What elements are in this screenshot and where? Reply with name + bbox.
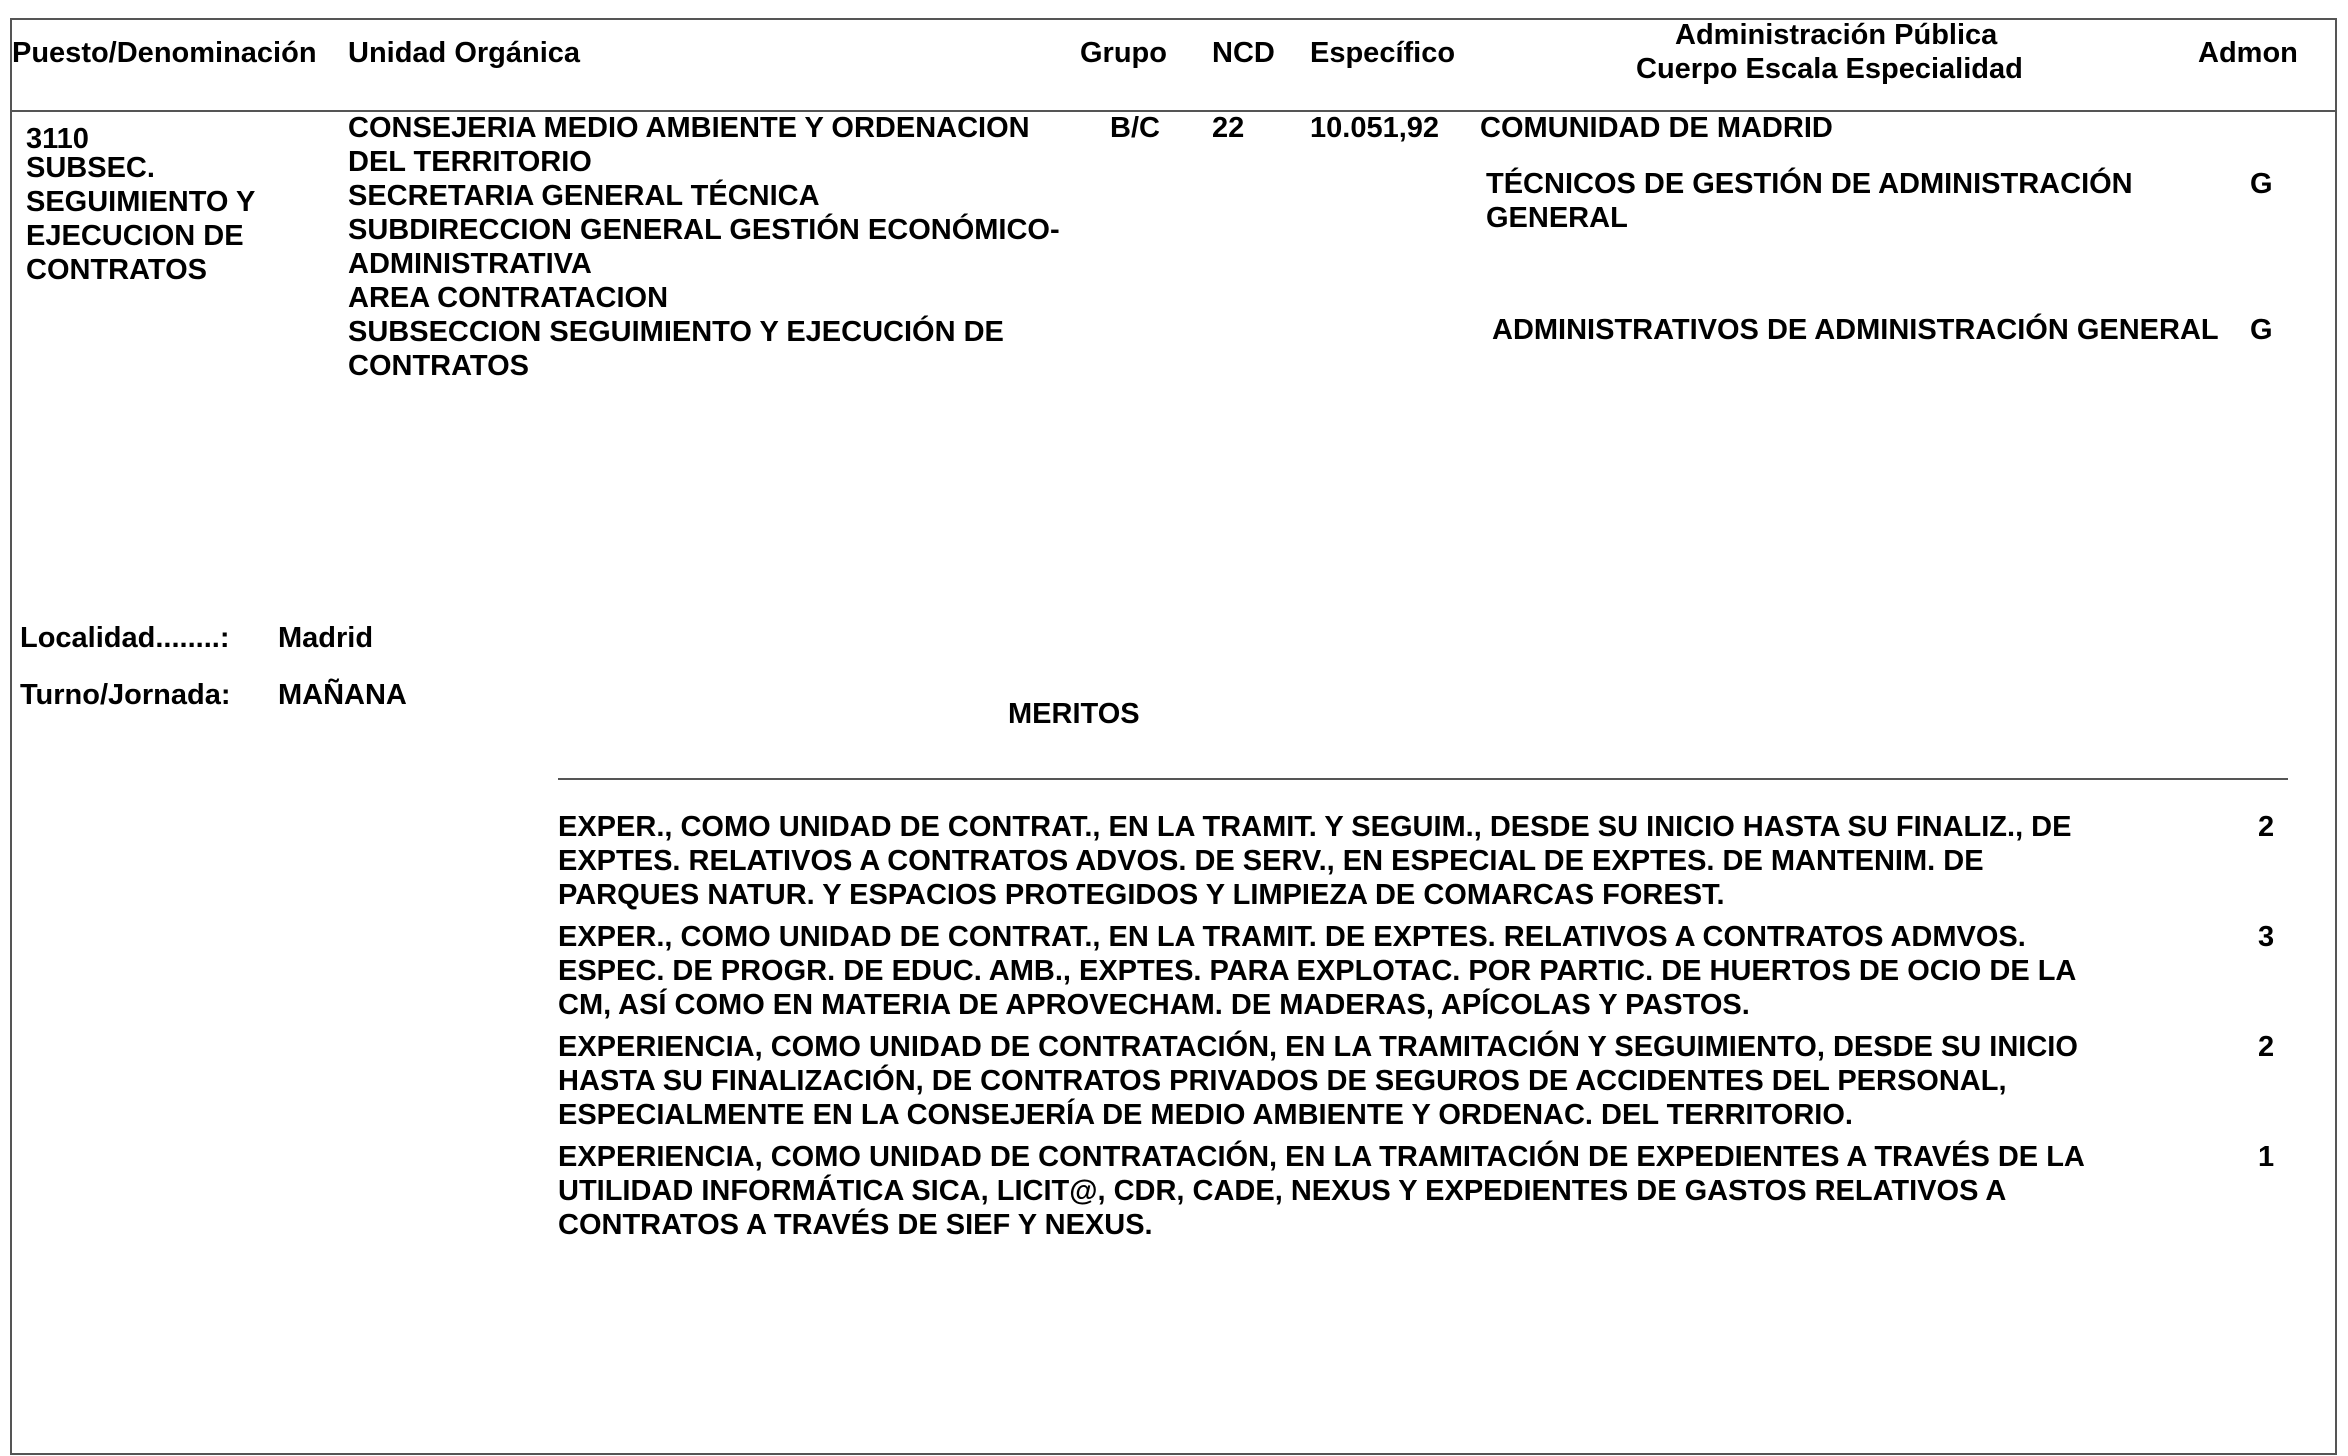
localidad-label: Localidad........: <box>20 622 230 654</box>
meritos-title: MERITOS <box>1008 698 1140 730</box>
turno-label: Turno/Jornada: <box>20 679 231 711</box>
header-puesto: Puesto/Denominación <box>12 37 317 69</box>
record-grupo: B/C <box>1110 112 1160 144</box>
record-code: 3110 <box>26 123 89 155</box>
record-especifico: 10.051,92 <box>1310 112 1440 144</box>
merit-points: 2 <box>2258 811 2275 843</box>
turno-value: MAÑANA <box>278 679 407 711</box>
merit-text: EXPERIENCIA, COMO UNIDAD DE CONTRATACIÓN, EN LA TRAMITACIÓN DE EXPEDIENTES A TRAVÉS DE LA UTILIDAD INFORMÁTICA SICA, LICIT@, CDR, CADE, NEXUS Y EXPEDIENTES DE GASTOS RELATIVOS A CONTRATOS A TRAVÉS DE SIEF Y NEXUS. <box>558 1141 2085 1241</box>
cuerpo-admon: G <box>2250 314 2273 346</box>
merit-text: EXPER., COMO UNIDAD DE CONTRAT., EN LA TRAMIT. Y SEGUIM., DESDE SU INICIO HASTA SU FINALIZ., DE EXPTES. RELATIVOS A CONTRATOS ADVOS. DE SERV., EN ESPECIAL DE EXPTES. DE MANTENIM. DE PARQUES NATUR. Y ESPACIOS PROTEGIDOS Y LIMPIEZA DE COMARCAS FOREST. <box>558 811 2072 911</box>
record-denominacion: SUBSEC. SEGUIMIENTO Y EJECUCION DE CONTRATOS <box>26 152 256 286</box>
header-admon: Admon <box>2198 37 2298 69</box>
record-administracion: COMUNIDAD DE MADRID <box>1480 112 1833 144</box>
meritos-divider <box>558 778 2288 780</box>
merit-points: 2 <box>2258 1031 2275 1063</box>
localidad-value: Madrid <box>278 622 374 654</box>
header-admin-line1: Administración Pública <box>1675 19 1998 51</box>
cuerpo-admon: G <box>2250 168 2273 200</box>
merit-text: EXPERIENCIA, COMO UNIDAD DE CONTRATACIÓN, EN LA TRAMITACIÓN Y SEGUIMIENTO, DESDE SU INICIO HASTA SU FINALIZACIÓN, DE CONTRATOS PRIVADOS DE SEGUROS DE ACCIDENTES DEL PERSONAL, ESPECIALMENTE EN LA CONSEJERÍA DE MEDIO AMBIENTE Y ORDENAC. DEL TERRITORIO. <box>558 1031 2078 1131</box>
cuerpo-name: TÉCNICOS DE GESTIÓN DE ADMINISTRACIÓN GENERAL <box>1486 168 2133 234</box>
header-grupo: Grupo <box>1080 37 1167 69</box>
header-admin-line2: Cuerpo Escala Especialidad <box>1636 53 2023 85</box>
merit-points: 1 <box>2258 1141 2275 1173</box>
header-especifico: Específico <box>1310 37 1456 69</box>
header-unidad: Unidad Orgánica <box>348 37 581 69</box>
merit-points: 3 <box>2258 921 2275 953</box>
cuerpo-name: ADMINISTRATIVOS DE ADMINISTRACIÓN GENERAL <box>1492 314 2219 346</box>
header-ncd: NCD <box>1212 37 1275 69</box>
merit-text: EXPER., COMO UNIDAD DE CONTRAT., EN LA TRAMIT. DE EXPTES. RELATIVOS A CONTRATOS ADMVOS. ESPEC. DE PROGR. DE EDUC. AMB., EXPTES. PARA EXPLOTAC. POR PARTIC. DE HUERTOS DE OCIO DE LA CM, ASÍ COMO EN MATERIA DE APROVECHAM. DE MADERAS, APÍCOLAS Y PASTOS. <box>558 921 2077 1021</box>
record-unidad-organica: CONSEJERIA MEDIO AMBIENTE Y ORDENACION DEL TERRITORIO SECRETARIA GENERAL TÉCNICA SUBDIRECCION GENERAL GESTIÓN ECONÓMICO- ADMINISTRATIVA AREA CONTRATACION SUBSECCION SEGUIMIENTO Y EJECUCIÓN DE CONTRATOS <box>348 112 1060 382</box>
record-ncd: 22 <box>1212 112 1245 144</box>
